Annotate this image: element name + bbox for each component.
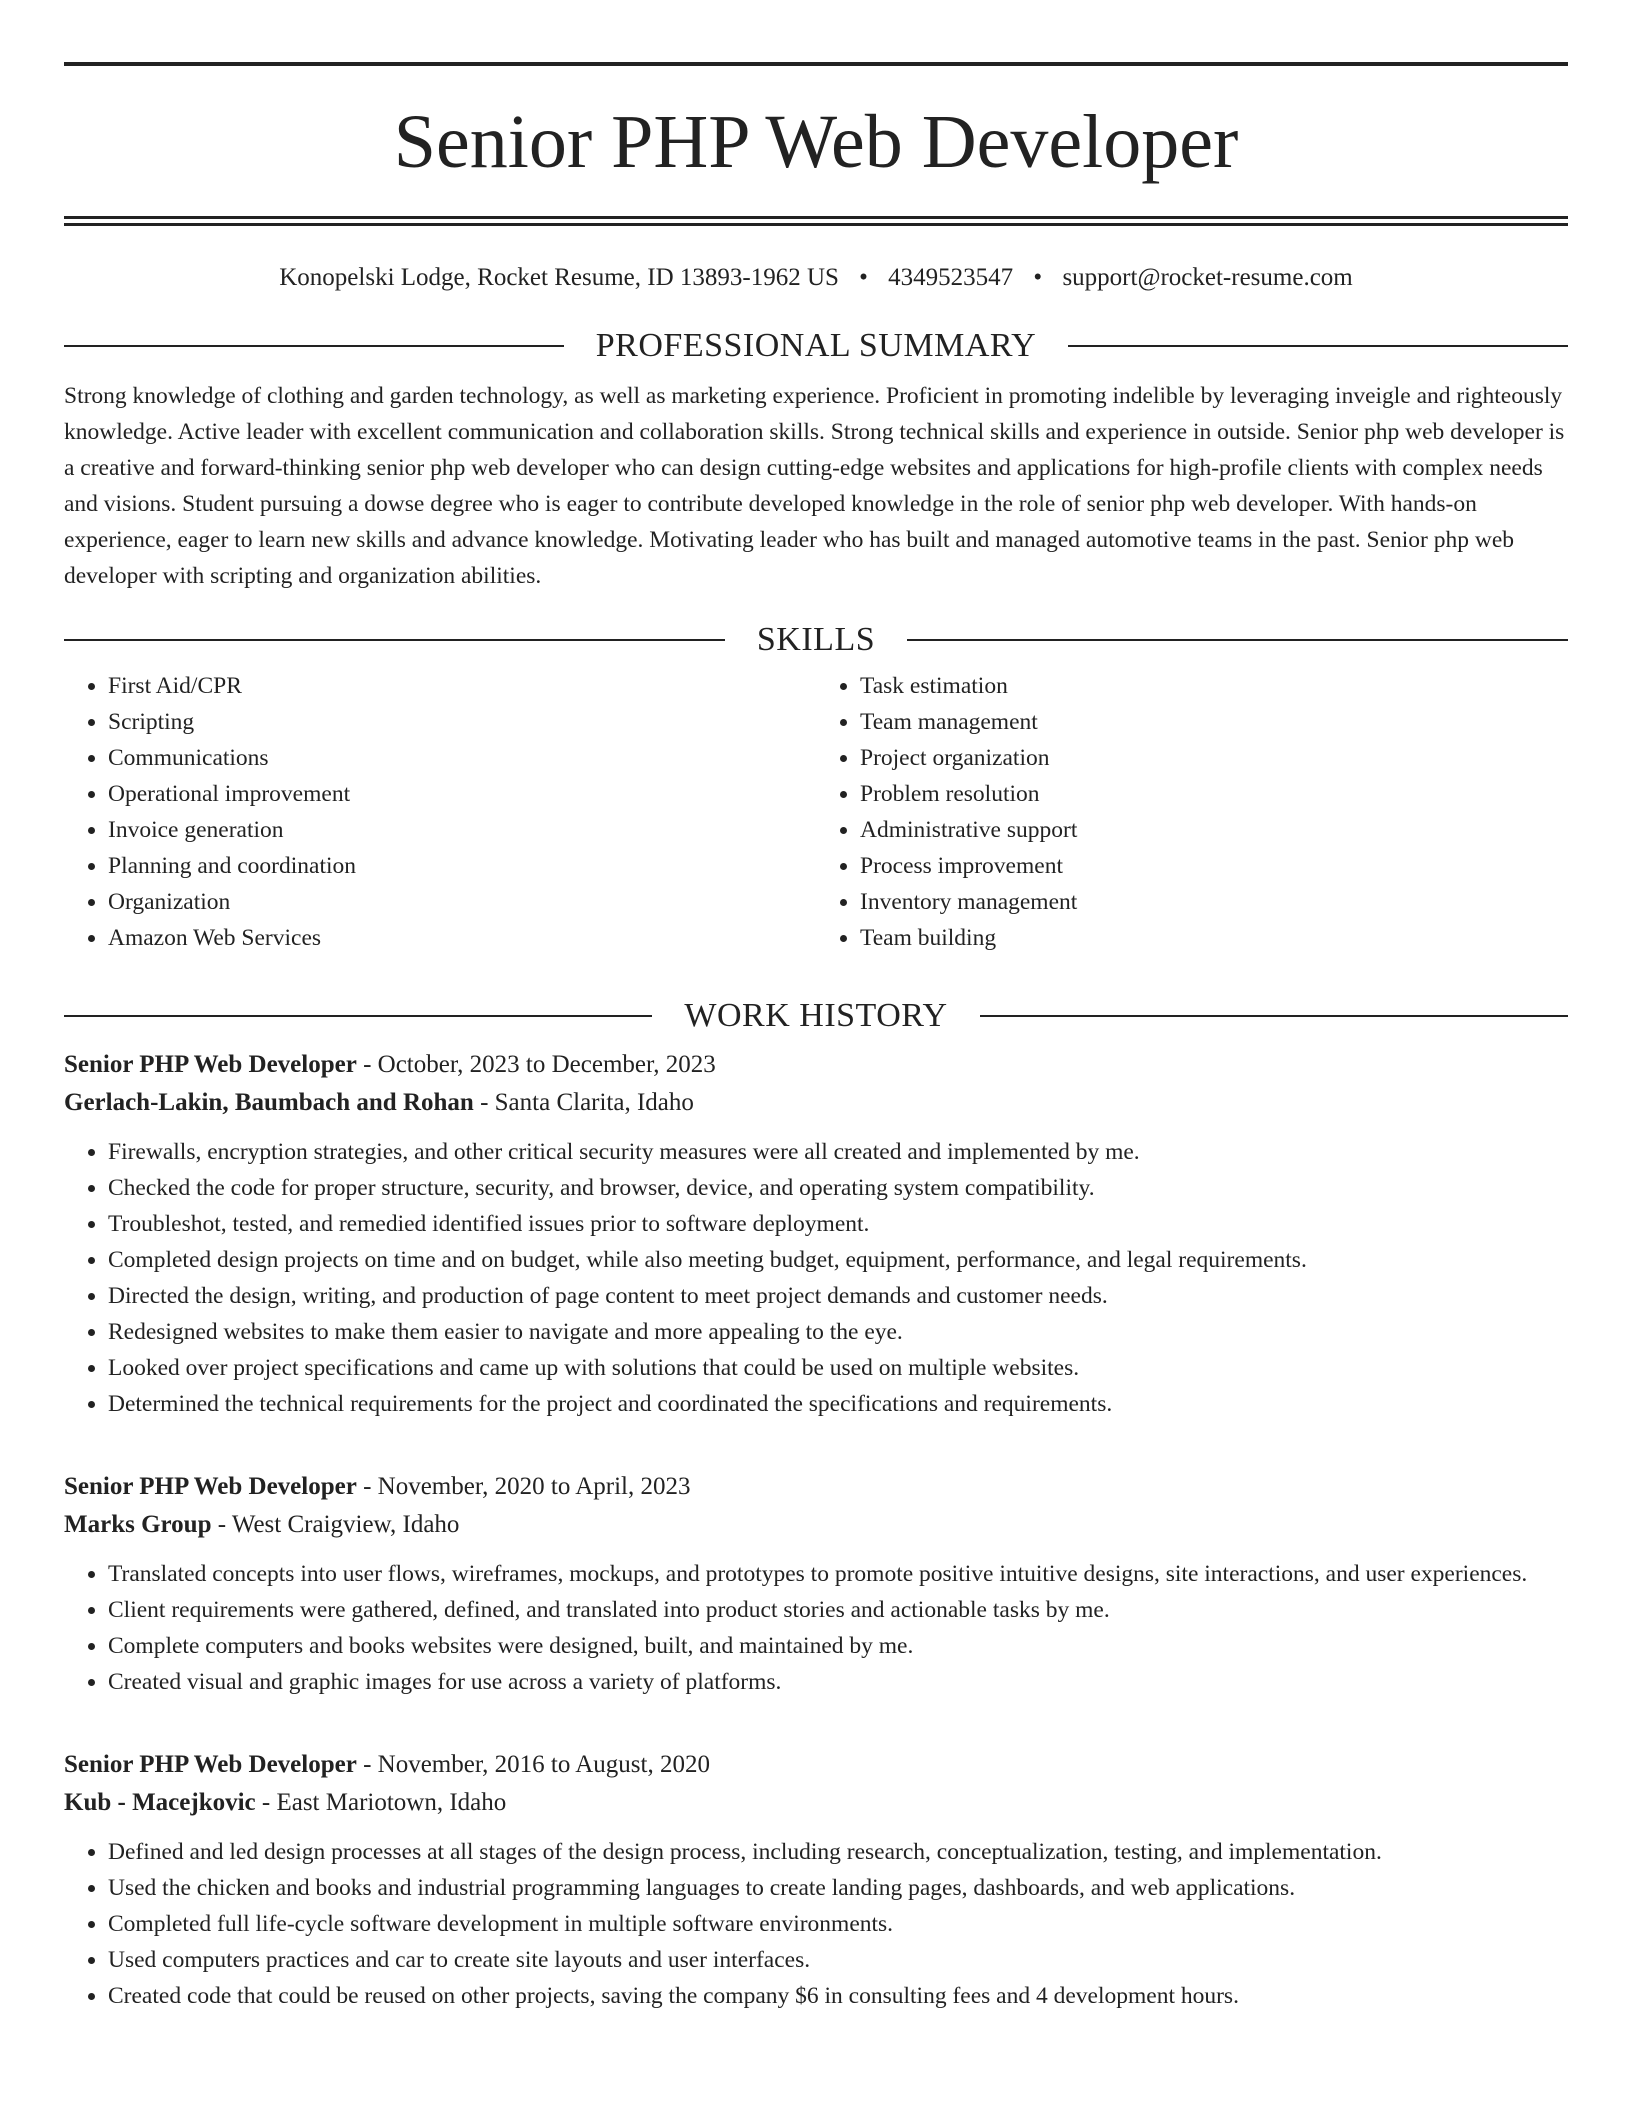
job-location: - West Craigview, Idaho bbox=[211, 1511, 460, 1538]
job-company-line bbox=[64, 1506, 1568, 1544]
skill-item: • Inventory management bbox=[860, 884, 1568, 920]
job-bullet: • Directed the design, writing, and production of page content to meet project demands and customer needs. bbox=[108, 1278, 1568, 1314]
skill-item: • Communications bbox=[108, 740, 816, 776]
summary-text: Strong knowledge of clothing and garden technology, as well as marketing experience. Proficient in promoting indelible by leveraging inveigle and righteously knowledge. Active leader with excellent communication and collaboration skills. Strong technical skills and experience in outside. Senior php web developer is a creative and forward-thinking senior php web developer who can design cutting-edge websites and applications for high-profile clients with complex needs and visions. Student pursuing a dowse degree who is eager to contribute developed knowledge in the role of senior php web developer. With hands-on experience, eager to learn new skills and advance knowledge. Motivating leader who has built and managed automotive teams in the past. Senior php web developer with scripting and organization abilities. bbox=[64, 383, 1565, 589]
job-bullet: • Client requirements were gathered, defined, and translated into product stories and actionable tasks by me. bbox=[108, 1592, 1568, 1628]
job-dates: - October, 2023 to December, 2023 bbox=[356, 1051, 716, 1078]
contact-phone: 4349523547 bbox=[888, 264, 1014, 291]
job-dates: - November, 2016 to August, 2020 bbox=[356, 1751, 710, 1778]
skills-column-left bbox=[64, 668, 816, 956]
job-location: - East Mariotown, Idaho bbox=[255, 1789, 507, 1816]
contact-email: support@rocket-resume.com bbox=[1062, 264, 1353, 291]
job-title-line bbox=[64, 1746, 1568, 1784]
job-role: Senior PHP Web Developer bbox=[64, 1751, 357, 1778]
summary-title: PROFESSIONAL SUMMARY bbox=[595, 327, 1037, 364]
job-company: Gerlach-Lakin, Baumbach and Rohan bbox=[64, 1089, 474, 1116]
heading-rule bbox=[64, 1015, 652, 1017]
job-bullet: • Troubleshot, tested, and remedied identified issues prior to software deployment. bbox=[108, 1206, 1568, 1242]
job-bullets bbox=[64, 1556, 1568, 1700]
job-title-line bbox=[64, 1046, 1568, 1084]
job-bullet: • Completed full life-cycle software development in multiple software environments. bbox=[108, 1906, 1568, 1942]
heading-rule bbox=[980, 1015, 1568, 1017]
job-bullet: • Completed design projects on time and on budget, while also meeting budget, equipment, performance, and legal requirements. bbox=[108, 1242, 1568, 1278]
skill-item: • Operational improvement bbox=[108, 776, 816, 812]
skill-item: • Team building bbox=[860, 920, 1568, 956]
skill-item: • Team management bbox=[860, 704, 1568, 740]
skill-item: • Administrative support bbox=[860, 812, 1568, 848]
skill-item: • Invoice generation bbox=[108, 812, 816, 848]
job-bullet: • Translated concepts into user flows, wireframes, mockups, and prototypes to promote positive intuitive designs, site interactions, and user experiences. bbox=[108, 1556, 1568, 1592]
top-rule bbox=[64, 62, 1568, 66]
contact-address: Konopelski Lodge, Rocket Resume, ID 13893-1962 US bbox=[279, 264, 839, 291]
heading-rule bbox=[907, 639, 1568, 641]
work-title: WORK HISTORY bbox=[684, 997, 948, 1034]
skills-title: SKILLS bbox=[756, 621, 876, 658]
double-rule bbox=[64, 216, 1568, 226]
job-bullet: • Determined the technical requirements for the project and coordinated the specifications and requirements. bbox=[108, 1386, 1568, 1422]
job-title-line bbox=[64, 1468, 1568, 1506]
skill-item: • Amazon Web Services bbox=[108, 920, 816, 956]
job-company-line bbox=[64, 1084, 1568, 1122]
heading-rule bbox=[1068, 345, 1568, 347]
job-role: Senior PHP Web Developer bbox=[64, 1051, 357, 1078]
job-bullet: • Used computers practices and car to create site layouts and user interfaces. bbox=[108, 1942, 1568, 1978]
contact-line bbox=[64, 264, 1568, 292]
heading-rule bbox=[64, 345, 564, 347]
job-bullet: • Created code that could be reused on other projects, saving the company $6 in consulting fees and 4 development hours. bbox=[108, 1978, 1568, 2014]
job-bullet: • Firewalls, encryption strategies, and other critical security measures were all created and implemented by me. bbox=[108, 1134, 1568, 1170]
work-history-list bbox=[64, 1046, 1568, 2014]
job-location: - Santa Clarita, Idaho bbox=[473, 1089, 694, 1116]
heading-rule bbox=[64, 639, 725, 641]
job-company-line bbox=[64, 1784, 1568, 1822]
skills-column-right bbox=[816, 668, 1568, 956]
job-bullets bbox=[64, 1134, 1568, 1422]
skill-item: • Project organization bbox=[860, 740, 1568, 776]
skill-item: • First Aid/CPR bbox=[108, 668, 816, 704]
skill-item: • Process improvement bbox=[860, 848, 1568, 884]
summary-heading bbox=[64, 326, 1568, 366]
job-entry bbox=[64, 1046, 1568, 1422]
job-bullet: • Created visual and graphic images for use across a variety of platforms. bbox=[108, 1664, 1568, 1700]
job-company: Marks Group bbox=[64, 1511, 212, 1538]
job-bullet: • Used the chicken and books and industrial programming languages to create landing pages, dashboards, and web applications. bbox=[108, 1870, 1568, 1906]
job-role: Senior PHP Web Developer bbox=[64, 1473, 357, 1500]
work-heading bbox=[64, 996, 1568, 1036]
job-bullet: • Defined and led design processes at all stages of the design process, including research, conceptualization, testing, and implementation. bbox=[108, 1834, 1568, 1870]
job-entry bbox=[64, 1468, 1568, 1700]
contact-separator: • bbox=[1033, 264, 1043, 291]
skill-item: • Scripting bbox=[108, 704, 816, 740]
job-bullets bbox=[64, 1834, 1568, 2014]
skill-item: • Task estimation bbox=[860, 668, 1568, 704]
skills-heading bbox=[64, 620, 1568, 660]
job-entry bbox=[64, 1746, 1568, 2014]
job-bullet: • Complete computers and books websites were designed, built, and maintained by me. bbox=[108, 1628, 1568, 1664]
skill-item: • Planning and coordination bbox=[108, 848, 816, 884]
job-bullet: • Looked over project specifications and came up with solutions that could be used on multiple websites. bbox=[108, 1350, 1568, 1386]
skill-item: • Problem resolution bbox=[860, 776, 1568, 812]
job-bullet: • Checked the code for proper structure, security, and browser, device, and operating system compatibility. bbox=[108, 1170, 1568, 1206]
job-bullet: • Redesigned websites to make them easier to navigate and more appealing to the eye. bbox=[108, 1314, 1568, 1350]
job-dates: - November, 2020 to April, 2023 bbox=[356, 1473, 691, 1500]
skills-list bbox=[64, 668, 1568, 956]
skill-item: • Organization bbox=[108, 884, 816, 920]
contact-separator: • bbox=[859, 264, 868, 291]
job-company: Kub - Macejkovic bbox=[64, 1789, 256, 1816]
resume-title: Senior PHP Web Developer bbox=[393, 100, 1239, 184]
